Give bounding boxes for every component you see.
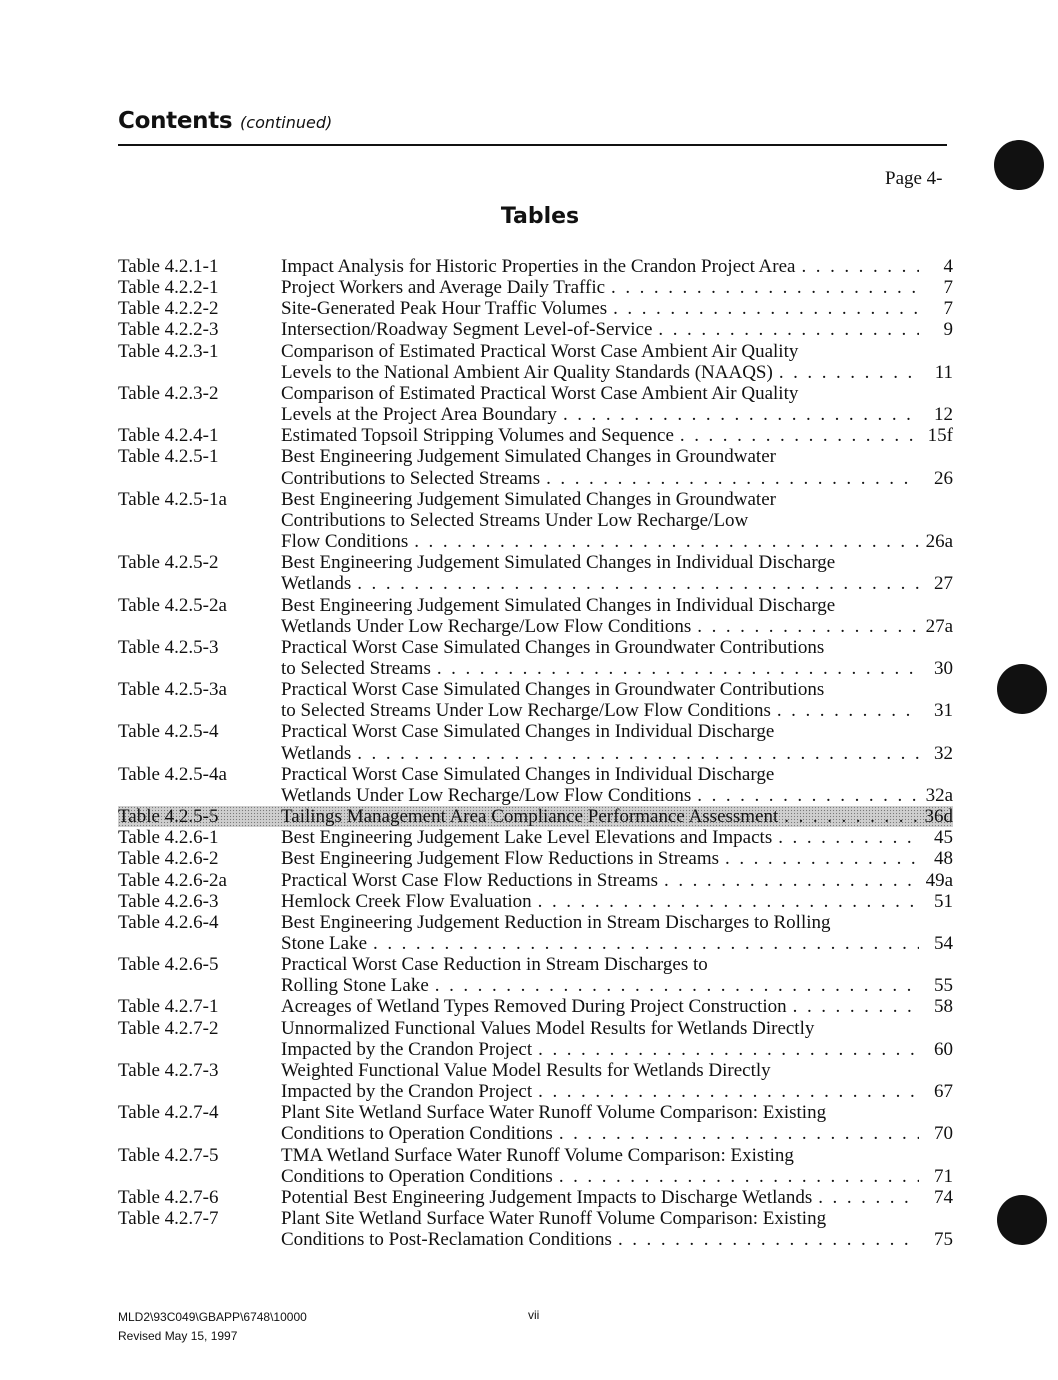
description-last-line xyxy=(281,933,953,954)
table-description xyxy=(281,341,953,383)
dot-leader xyxy=(357,743,919,764)
description-last-line xyxy=(281,616,953,637)
table-description xyxy=(281,764,953,806)
table-number: Table 4.2.7-3 xyxy=(118,1059,219,1081)
dot-leader xyxy=(664,870,919,891)
description-last-line xyxy=(281,996,953,1017)
page-number: 55 xyxy=(934,975,953,997)
table-number: Table 4.2.7-2 xyxy=(118,1017,219,1039)
description-line: Practical Worst Case Simulated Changes in Individual Discharge xyxy=(281,763,775,785)
table-number: Table 4.2.3-2 xyxy=(118,382,219,404)
description-last-line xyxy=(281,743,953,764)
toc-entry xyxy=(118,954,953,996)
toc-entry xyxy=(118,1018,953,1060)
page-number: 12 xyxy=(934,404,953,426)
description-last-line xyxy=(281,891,953,912)
dot-leader xyxy=(680,425,919,446)
table-description xyxy=(281,383,953,425)
dot-leader xyxy=(357,573,919,594)
description-line: Impacted by the Crandon Project xyxy=(281,1038,533,1060)
toc-entry xyxy=(118,1208,953,1250)
dot-leader xyxy=(538,1039,919,1060)
description-last-line xyxy=(281,1039,953,1060)
table-number: Table 4.2.2-2 xyxy=(118,298,219,320)
dot-leader xyxy=(778,827,919,848)
toc-entry xyxy=(118,764,953,806)
description-last-line xyxy=(281,848,953,869)
description-last-line xyxy=(281,827,953,848)
toc-entry xyxy=(118,870,953,891)
table-description xyxy=(281,870,953,891)
page-number: 51 xyxy=(934,890,953,912)
description-line: Wetlands Under Low Recharge/Low Flow Conditions xyxy=(281,784,692,806)
footer-page-number: vii xyxy=(528,1308,540,1322)
description-last-line xyxy=(281,1229,953,1250)
description-line: Intersection/Roadway Segment Level-of-Service xyxy=(281,319,653,341)
table-number: Table 4.2.6-2a xyxy=(118,869,227,891)
page-number: 4 xyxy=(943,256,953,277)
toc-entry xyxy=(118,1145,953,1187)
footer xyxy=(118,1308,307,1346)
footer-revised: Revised May 15, 1997 xyxy=(118,1329,238,1343)
description-last-line xyxy=(281,658,953,679)
description-last-line xyxy=(281,531,953,552)
description-last-line xyxy=(281,975,953,996)
description-line: to Selected Streams Under Low Recharge/Low Flow Conditions xyxy=(281,700,771,722)
description-line: Plant Site Wetland Surface Water Runoff Volume Comparison: Existing xyxy=(281,1102,827,1124)
footer-path: MLD2\93C049\GBAPP\6748\10000 xyxy=(118,1310,307,1324)
punch-hole-icon xyxy=(994,140,1044,190)
table-description xyxy=(281,848,953,869)
description-line: Practical Worst Case Simulated Changes in Groundwater Contributions xyxy=(281,679,825,701)
table-description xyxy=(281,891,953,912)
section-title: Tables xyxy=(500,204,580,229)
dot-leader xyxy=(611,277,919,298)
page-number: 58 xyxy=(934,996,953,1018)
dot-leader xyxy=(563,404,919,425)
toc-entry xyxy=(118,806,953,827)
description-last-line xyxy=(281,700,953,721)
header-title: Contents xyxy=(118,108,233,134)
table-number: Table 4.2.7-7 xyxy=(118,1208,219,1230)
page-number: 7 xyxy=(943,298,953,320)
page-number: 75 xyxy=(934,1229,953,1251)
dot-leader xyxy=(414,531,919,552)
description-last-line xyxy=(281,298,953,319)
table-number: Table 4.2.7-5 xyxy=(118,1144,219,1166)
dot-leader xyxy=(818,1187,919,1208)
table-description xyxy=(281,1102,953,1144)
toc-entry xyxy=(118,277,953,298)
page-number: 36d xyxy=(924,806,953,828)
table-number: Table 4.2.5-3 xyxy=(118,636,219,658)
description-last-line xyxy=(281,785,953,806)
page-number: 54 xyxy=(934,933,953,954)
page-number: 48 xyxy=(934,848,953,870)
table-description xyxy=(281,679,953,721)
page-number: 11 xyxy=(934,361,953,383)
table-number: Table 4.2.7-1 xyxy=(118,996,219,1018)
table-number: Table 4.2.5-1 xyxy=(118,446,219,468)
description-line: Potential Best Engineering Judgement Impacts to Discharge Wetlands xyxy=(281,1186,813,1208)
page-number: 15f xyxy=(927,425,953,447)
toc-entry xyxy=(118,256,953,277)
table-description xyxy=(281,1145,953,1187)
page-number: 74 xyxy=(934,1186,953,1208)
dot-leader xyxy=(435,975,919,996)
toc-entry xyxy=(118,1102,953,1144)
toc-entry xyxy=(118,848,953,869)
table-number: Table 4.2.7-6 xyxy=(118,1186,219,1208)
dot-leader xyxy=(538,891,919,912)
description-line: Practical Worst Case Simulated Changes in Individual Discharge xyxy=(281,721,775,743)
description-line: Plant Site Wetland Surface Water Runoff Volume Comparison: Existing xyxy=(281,1208,827,1230)
description-line: Unnormalized Functional Values Model Results for Wetlands Directly xyxy=(281,1017,815,1039)
table-description xyxy=(281,827,953,848)
toc-entry xyxy=(118,383,953,425)
toc-entry xyxy=(118,1187,953,1208)
page-number: 30 xyxy=(934,657,953,679)
page-number: 27 xyxy=(934,573,953,595)
toc-entry xyxy=(118,425,953,446)
description-line: TMA Wetland Surface Water Runoff Volume Comparison: Existing xyxy=(281,1144,794,1166)
table-description xyxy=(281,595,953,637)
description-last-line xyxy=(281,1187,953,1208)
toc-entry xyxy=(118,891,953,912)
description-line: Practical Worst Case Flow Reductions in Streams xyxy=(281,869,659,891)
description-last-line xyxy=(281,425,953,446)
description-line: Contributions to Selected Streams Under Low Recharge/Low xyxy=(281,509,749,531)
dot-leader xyxy=(658,319,919,340)
table-number: Table 4.2.6-5 xyxy=(118,954,219,976)
toc-entry xyxy=(118,446,953,488)
page-number: 45 xyxy=(934,827,953,849)
punch-hole-icon xyxy=(997,664,1047,714)
page-header xyxy=(118,108,332,134)
description-last-line xyxy=(281,573,953,594)
toc-entry xyxy=(118,637,953,679)
description-line: Hemlock Creek Flow Evaluation xyxy=(281,890,532,912)
description-line: Site-Generated Peak Hour Traffic Volumes xyxy=(281,298,608,320)
page-number: 32 xyxy=(934,742,953,764)
toc-entry xyxy=(118,595,953,637)
page-number: 49a xyxy=(925,869,953,891)
description-line: Conditions to Operation Conditions xyxy=(281,1165,553,1187)
dot-leader xyxy=(697,616,919,637)
toc-entry xyxy=(118,1060,953,1102)
toc-entry xyxy=(118,489,953,552)
description-line: Best Engineering Judgement Simulated Changes in Groundwater xyxy=(281,446,776,468)
header-subtitle: (continued) xyxy=(240,113,333,132)
table-of-contents xyxy=(118,256,953,1250)
dot-leader xyxy=(437,658,919,679)
dot-leader xyxy=(697,785,919,806)
description-last-line xyxy=(281,404,953,425)
dot-leader xyxy=(373,933,919,954)
page-number: 31 xyxy=(934,700,953,722)
table-description xyxy=(281,996,953,1017)
dot-leader xyxy=(779,362,919,383)
description-line: to Selected Streams xyxy=(281,657,431,679)
description-line: Levels at the Project Area Boundary xyxy=(281,404,557,426)
description-last-line xyxy=(281,1123,953,1144)
description-last-line xyxy=(281,256,953,277)
punch-hole-icon xyxy=(997,1195,1047,1245)
page-number: 60 xyxy=(934,1038,953,1060)
table-description xyxy=(281,1187,953,1208)
description-line: Tailings Management Area Compliance Performance Assessment xyxy=(281,806,779,828)
description-line: Project Workers and Average Daily Traffic xyxy=(281,277,606,299)
dot-leader xyxy=(725,848,919,869)
table-description xyxy=(281,489,953,552)
table-number: Table 4.2.7-4 xyxy=(118,1102,219,1124)
table-description xyxy=(281,806,953,827)
table-description xyxy=(281,552,953,594)
description-line: Conditions to Post-Reclamation Conditions xyxy=(281,1229,612,1251)
page-number: 27a xyxy=(925,615,953,637)
description-line: Best Engineering Judgement Simulated Changes in Individual Discharge xyxy=(281,594,836,616)
description-line: Best Engineering Judgement Simulated Changes in Groundwater xyxy=(281,488,776,510)
table-number: Table 4.2.2-1 xyxy=(118,277,219,299)
page-number: 7 xyxy=(943,277,953,299)
description-line: Estimated Topsoil Stripping Volumes and Sequence xyxy=(281,425,674,447)
table-number: Table 4.2.3-1 xyxy=(118,340,219,362)
toc-entry xyxy=(118,827,953,848)
description-line: Wetlands xyxy=(281,573,352,595)
table-number: Table 4.2.6-2 xyxy=(118,848,219,870)
description-line: Impacted by the Crandon Project xyxy=(281,1081,533,1103)
toc-entry xyxy=(118,552,953,594)
description-line: Practical Worst Case Simulated Changes in Groundwater Contributions xyxy=(281,636,825,658)
description-line: Weighted Functional Value Model Results for Wetlands Directly xyxy=(281,1059,771,1081)
table-number: Table 4.2.4-1 xyxy=(118,425,219,447)
description-last-line xyxy=(281,1081,953,1102)
dot-leader xyxy=(559,1123,919,1144)
header-rule xyxy=(118,144,947,146)
dot-leader xyxy=(777,700,919,721)
table-description xyxy=(281,912,953,954)
dot-leader xyxy=(784,806,918,827)
page-number: 26 xyxy=(934,467,953,489)
description-line: Acreages of Wetland Types Removed During Project Construction xyxy=(281,996,787,1018)
table-number: Table 4.2.5-5 xyxy=(118,806,219,828)
table-number: Table 4.2.5-4a xyxy=(118,763,227,785)
table-description xyxy=(281,1060,953,1102)
table-description xyxy=(281,637,953,679)
dot-leader xyxy=(613,298,919,319)
table-number: Table 4.2.5-2a xyxy=(118,594,227,616)
description-last-line xyxy=(281,870,953,891)
table-number: Table 4.2.1-1 xyxy=(118,256,219,277)
description-last-line xyxy=(281,362,953,383)
dot-leader xyxy=(546,468,919,489)
toc-entry xyxy=(118,679,953,721)
dot-leader xyxy=(618,1229,919,1250)
description-line: Practical Worst Case Reduction in Stream Discharges to xyxy=(281,954,708,976)
table-description xyxy=(281,446,953,488)
description-line: Stone Lake xyxy=(281,933,368,954)
table-number: Table 4.2.5-3a xyxy=(118,679,227,701)
description-line: Comparison of Estimated Practical Worst Case Ambient Air Quality xyxy=(281,340,799,362)
description-line: Best Engineering Judgement Simulated Changes in Individual Discharge xyxy=(281,552,836,574)
page-number: 26a xyxy=(925,531,953,553)
table-description xyxy=(281,319,953,340)
table-number: Table 4.2.5-2 xyxy=(118,552,219,574)
description-line: Impact Analysis for Historic Properties in the Crandon Project Area xyxy=(281,256,796,277)
table-description xyxy=(281,1208,953,1250)
description-line: Flow Conditions xyxy=(281,531,409,553)
description-line: Best Engineering Judgement Lake Level Elevations and Impacts xyxy=(281,827,773,849)
toc-entry xyxy=(118,298,953,319)
dot-leader xyxy=(801,256,919,277)
description-last-line xyxy=(281,1166,953,1187)
dot-leader xyxy=(538,1081,919,1102)
toc-entry xyxy=(118,996,953,1017)
page-number: 67 xyxy=(934,1081,953,1103)
table-description xyxy=(281,721,953,763)
dot-leader xyxy=(793,996,919,1017)
dot-leader xyxy=(559,1166,919,1187)
description-line: Comparison of Estimated Practical Worst Case Ambient Air Quality xyxy=(281,382,799,404)
description-line: Conditions to Operation Conditions xyxy=(281,1123,553,1145)
toc-entry xyxy=(118,319,953,340)
description-last-line xyxy=(281,806,953,827)
page-number: 70 xyxy=(934,1123,953,1145)
table-number: Table 4.2.6-4 xyxy=(118,911,219,933)
table-description xyxy=(281,1018,953,1060)
table-description xyxy=(281,256,953,277)
description-line: Wetlands Under Low Recharge/Low Flow Conditions xyxy=(281,615,692,637)
table-number: Table 4.2.6-1 xyxy=(118,827,219,849)
page-number: 71 xyxy=(934,1165,953,1187)
page-number: 9 xyxy=(943,319,953,341)
description-line: Contributions to Selected Streams xyxy=(281,467,541,489)
description-line: Best Engineering Judgement Flow Reductions in Streams xyxy=(281,848,720,870)
description-last-line xyxy=(281,468,953,489)
description-line: Levels to the National Ambient Air Quality Standards (NAAQS) xyxy=(281,361,773,383)
toc-entry xyxy=(118,721,953,763)
description-last-line xyxy=(281,319,953,340)
page-number: 32a xyxy=(925,784,953,806)
table-number: Table 4.2.2-3 xyxy=(118,319,219,341)
description-line: Best Engineering Judgement Reduction in Stream Discharges to Rolling xyxy=(281,911,831,933)
table-description xyxy=(281,954,953,996)
table-description xyxy=(281,277,953,298)
description-last-line xyxy=(281,277,953,298)
toc-entry xyxy=(118,341,953,383)
toc-entry xyxy=(118,912,953,954)
table-description xyxy=(281,425,953,446)
table-number: Table 4.2.5-4 xyxy=(118,721,219,743)
description-line: Rolling Stone Lake xyxy=(281,975,429,997)
table-description xyxy=(281,298,953,319)
table-number: Table 4.2.5-1a xyxy=(118,488,227,510)
table-number: Table 4.2.6-3 xyxy=(118,890,219,912)
page-label: Page 4- xyxy=(885,168,943,189)
description-line: Wetlands xyxy=(281,742,352,764)
